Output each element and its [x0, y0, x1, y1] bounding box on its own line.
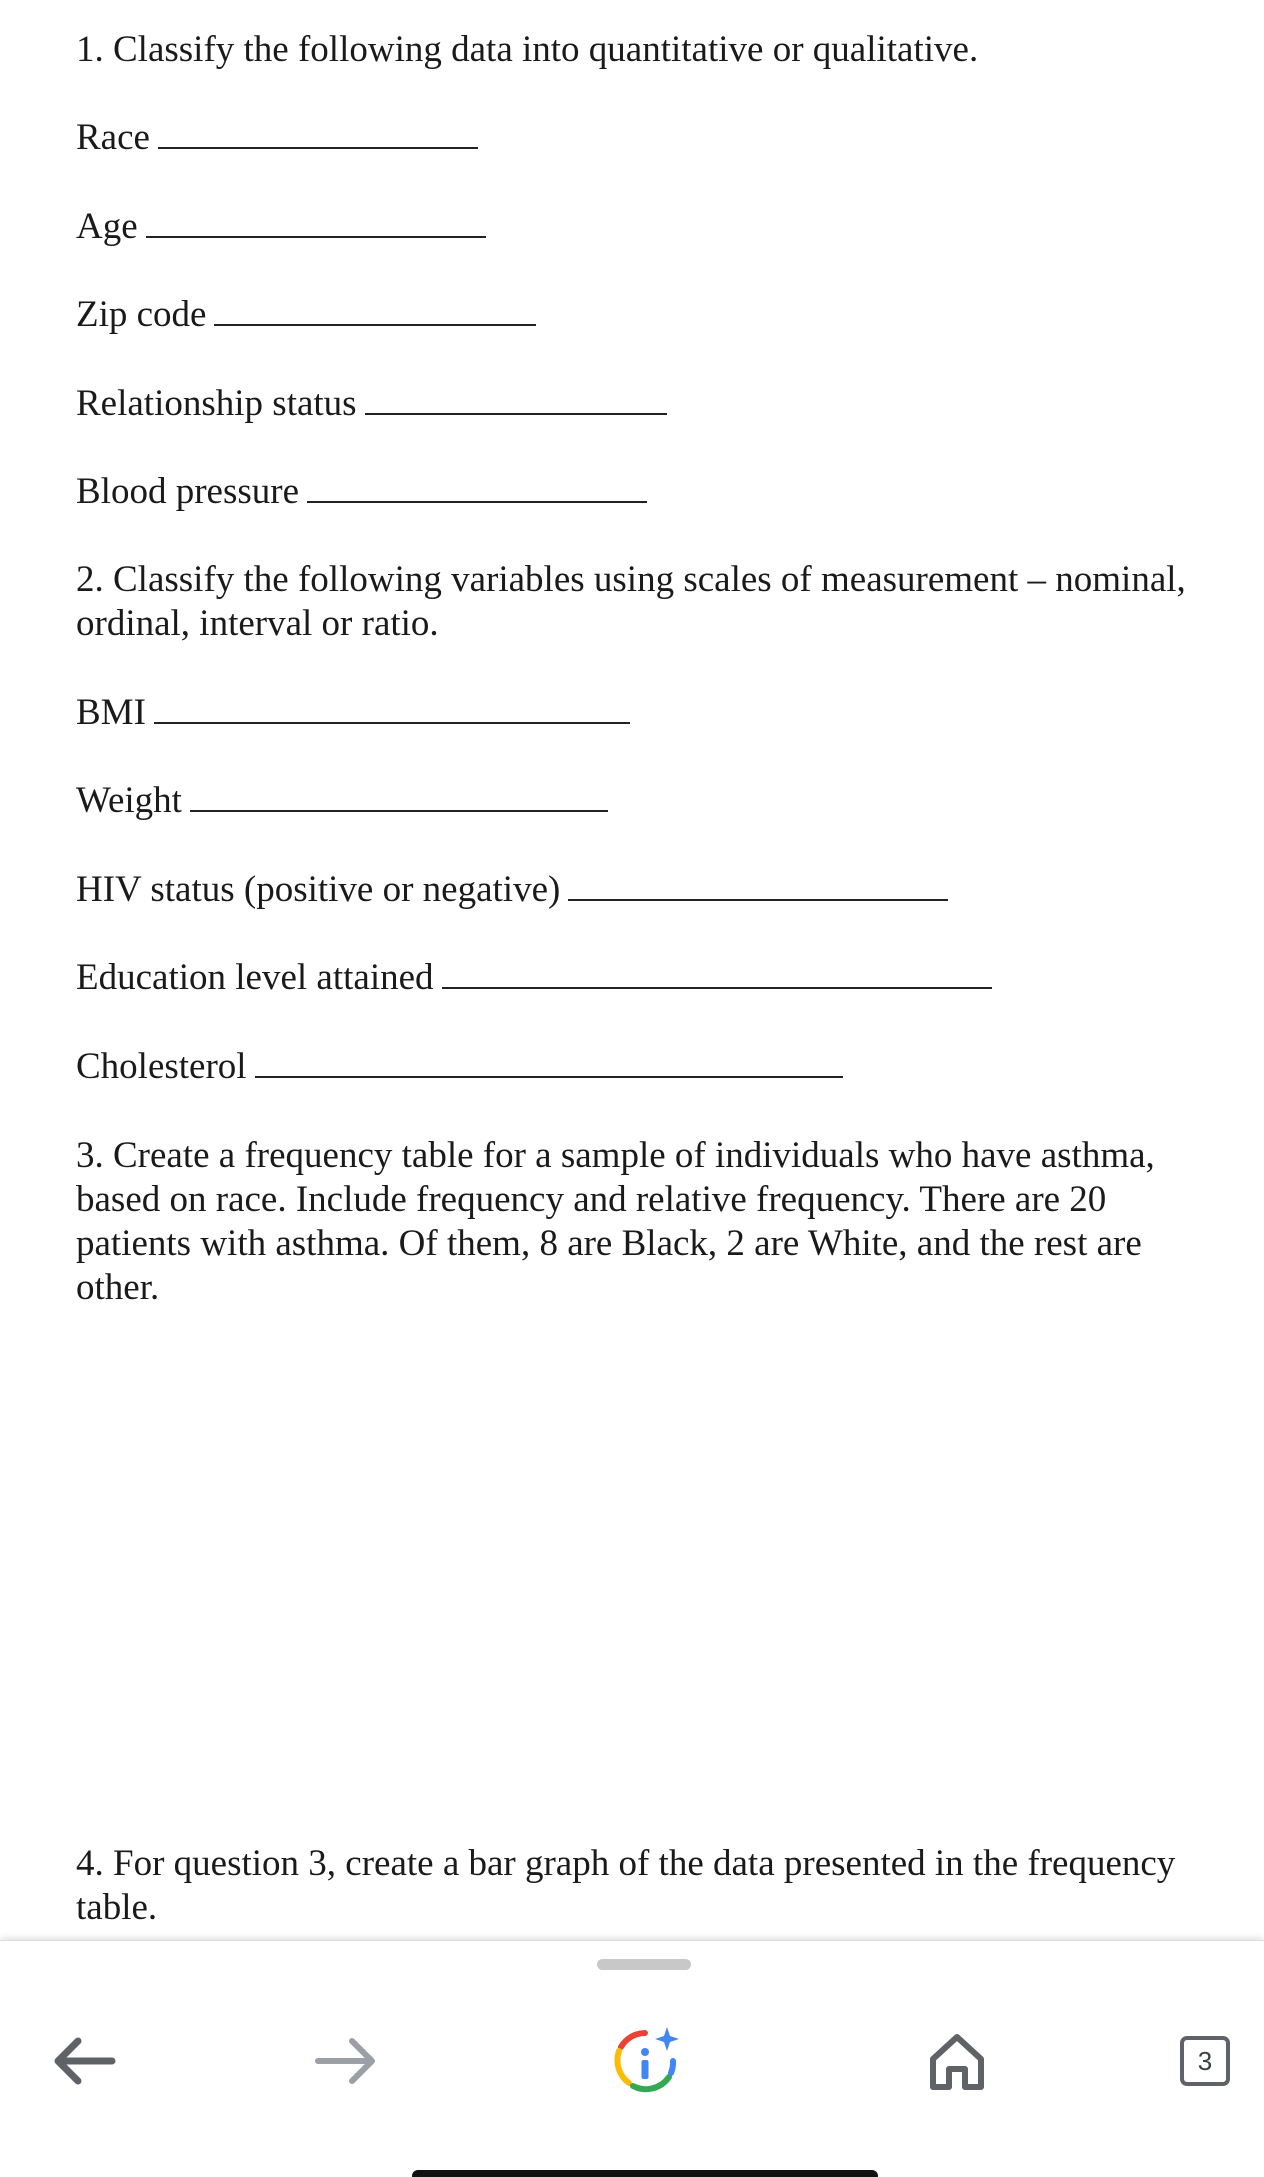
answer-blank: [214, 294, 536, 326]
answer-blank: [146, 206, 486, 238]
q2-item-label: Cholesterol: [76, 1046, 247, 1087]
question-2-prompt-line-2: ordinal, interval or ratio.: [76, 603, 439, 644]
q1-item-blood-pressure: [76, 470, 647, 514]
answer-blank: [365, 383, 667, 415]
q2-item-label: HIV status (positive or negative): [76, 869, 561, 910]
tab-count: 3: [1197, 2045, 1213, 2076]
q1-item-label: Blood pressure: [76, 471, 299, 512]
answer-blank: [568, 869, 948, 901]
answer-blank: [154, 692, 630, 724]
google-lens-icon: [605, 2021, 685, 2101]
q1-item-race: [76, 116, 478, 160]
q2-item-education-level: [76, 956, 992, 1000]
q1-item-relationship-status: [76, 382, 667, 426]
q2-item-weight: [76, 779, 608, 823]
answer-blank: [255, 1046, 843, 1078]
question-3-line-2: based on race. Include frequency and relative frequency. There are 20: [76, 1179, 1107, 1220]
q2-item-bmi: [76, 691, 630, 735]
answer-blank: [307, 471, 647, 503]
q1-item-label: Relationship status: [76, 383, 357, 424]
q1-item-label: Race: [76, 117, 150, 158]
tabs-icon: [1180, 2036, 1230, 2086]
answer-blank: [190, 780, 608, 812]
q2-item-label: Weight: [76, 780, 182, 821]
q1-item-zip-code: [76, 293, 536, 337]
tabs-button[interactable]: [1155, 2011, 1255, 2111]
home-button[interactable]: [907, 2011, 1007, 2111]
question-3-line-4: other.: [76, 1267, 160, 1308]
forward-button[interactable]: [297, 2011, 397, 2111]
question-2-prompt-line-1: 2. Classify the following variables using scales of measurement – nominal,: [76, 559, 1186, 600]
q1-item-label: Age: [76, 206, 138, 247]
browser-bottom-bar: [0, 1940, 1264, 2177]
forward-arrow-icon: [312, 2031, 382, 2091]
q2-item-label: Education level attained: [76, 957, 434, 998]
question-1-prompt: 1. Classify the following data into quantitative or qualitative.: [76, 29, 979, 70]
question-4-line-2: table.: [76, 1887, 158, 1928]
back-arrow-icon: [48, 2031, 118, 2091]
question-4-line-1: 4. For question 3, create a bar graph of the data presented in the frequency: [76, 1843, 1176, 1884]
drag-handle[interactable]: [597, 1959, 691, 1970]
home-icon: [925, 2029, 989, 2093]
question-3-line-1: 3. Create a frequency table for a sample of individuals who have asthma,: [76, 1135, 1155, 1176]
q1-item-age: [76, 205, 486, 249]
q2-item-hiv-status: [76, 868, 948, 912]
system-home-indicator[interactable]: [412, 2170, 878, 2177]
answer-blank: [442, 957, 992, 989]
q2-item-cholesterol: [76, 1045, 843, 1089]
google-lens-button[interactable]: [595, 2011, 695, 2111]
back-button[interactable]: [33, 2011, 133, 2111]
question-3-line-3: patients with asthma. Of them, 8 are Black, 2 are White, and the rest are: [76, 1223, 1142, 1264]
q1-item-label: Zip code: [76, 294, 207, 335]
answer-blank: [158, 117, 478, 149]
q2-item-label: BMI: [76, 692, 146, 733]
